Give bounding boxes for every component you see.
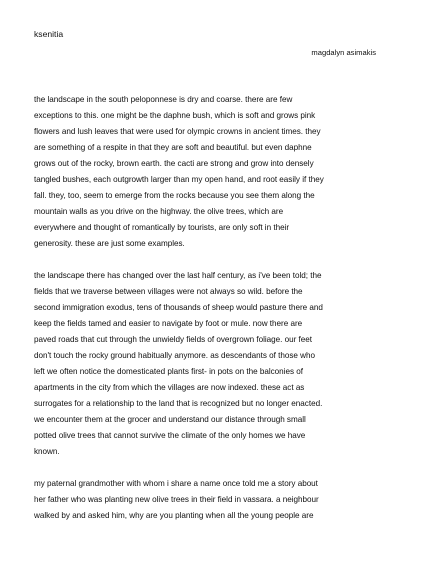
text-line: generosity. these are just some examples. <box>34 239 185 248</box>
text-line: exceptions to this. one might be the daphne bush, which is soft and grows pink <box>34 111 316 120</box>
text-line: walked by and asked him, why are you planting when all the young people are <box>34 511 314 520</box>
text-line: grows out of the rocky, brown earth. the cacti are strong and grow into densely <box>34 159 314 168</box>
text-line: the landscape there has changed over the last half century, as i've been told; the <box>34 271 322 280</box>
document-title: ksenitia <box>34 29 64 39</box>
text-line: surrogates for a relationship to the land that is recognized but no longer enacted. <box>34 399 323 408</box>
text-line: the landscape in the south peloponnese is dry and coarse. there are few <box>34 95 293 104</box>
paragraph-1 <box>34 92 386 252</box>
text-line: known. <box>34 447 60 456</box>
text-line: keep the fields tamed and easier to navigate by foot or mule. now there are <box>34 319 303 328</box>
text-line: mountain walls as you drive on the highway. the olive trees, which are <box>34 207 284 216</box>
text-line: flowers and lush leaves that were used for olympic crowns in ancient times. they <box>34 127 321 136</box>
text-line: my paternal grandmother with whom i share a name once told me a story about <box>34 479 318 488</box>
text-line: don't touch the rocky ground habitually anymore. as descendants of those who <box>34 351 315 360</box>
paragraph-2 <box>34 268 386 460</box>
paragraph-3 <box>34 476 386 524</box>
text-line: second immigration exodus, tens of thousands of sheep would pasture there and <box>34 303 323 312</box>
text-line: fall. they, too, seem to emerge from the rocks because you see them along the <box>34 191 315 200</box>
text-line: apartments in the city from which the villages are now indexed. these act as <box>34 383 305 392</box>
document-author: magdalyn asimakis <box>311 48 376 57</box>
document-body <box>34 92 386 540</box>
text-line: tangled bushes, each outgrowth larger than my open hand, and root easily if they <box>34 175 324 184</box>
text-line: potted olive trees that cannot survive the climate of the only homes we have <box>34 431 306 440</box>
text-line: her father who was planting new olive trees in their field in vassara. a neighbour <box>34 495 319 504</box>
text-line: left we often notice the domesticated plants first- in pots on the balconies of <box>34 367 303 376</box>
text-line: paved roads that cut through the unwieldy fields of overgrown foliage. our feet <box>34 335 313 344</box>
text-line: are something of a respite in that they are soft and beautiful. but even daphne <box>34 143 312 152</box>
text-line: fields that we traverse between villages were not always so wild. before the <box>34 287 303 296</box>
text-line: we encounter them at the grocer and understand our distance through small <box>34 415 306 424</box>
text-line: everywhere and thought of romantically by tourists, are only soft in their <box>34 223 290 232</box>
